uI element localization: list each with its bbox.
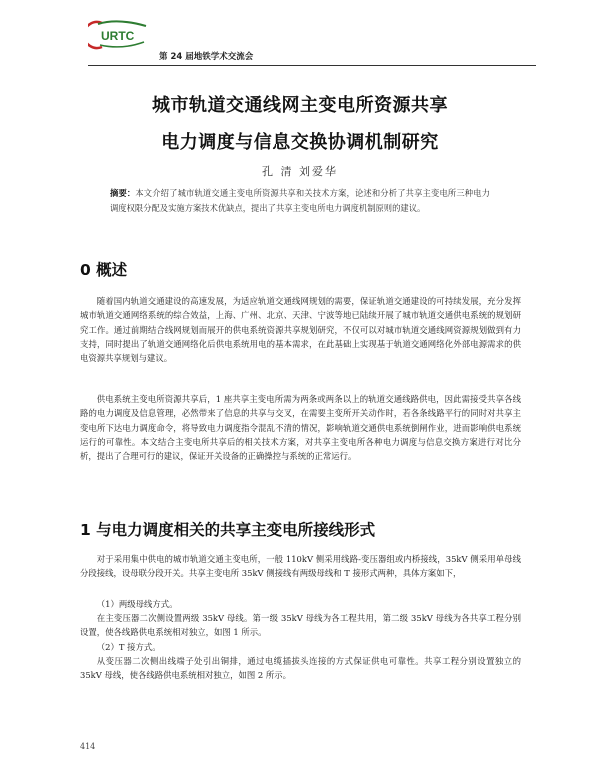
header-rule	[88, 65, 536, 66]
authors: 孔 清 刘爱华	[262, 165, 338, 178]
paper-title-line1: 城市轨道交通线网主变电所资源共享	[152, 95, 448, 116]
page-number: 414	[80, 742, 96, 751]
paragraph: 在主变压器二次侧设置两级 35kV 母线。第一级 35kV 母线为各工程共用，第二级 35kV 母线为各共享工程分别设置，使各线路供电系统相对独立，如图 1 所示。	[80, 613, 521, 638]
section-heading-overview: 0 概述	[80, 261, 128, 279]
urtc-logo	[88, 20, 152, 50]
svg-text:URTC: URTC	[101, 29, 135, 43]
paragraph: 从变压器二次侧出线端子处引出铜排，通过电缆插拔头连接的方式保证供电可靠性。共享工程分别设置独立的 35kV 母线，使各线路供电系统相对独立，如图 2 所示。	[80, 656, 521, 681]
paragraph: 随着国内轨道交通建设的高速发展，为适应轨道交通线网规划的需要，保证轨道交通建设的可持续发展，充分发挥城市轨道交通网络系统的综合效益，上海、广州、北京、天津、宁波等地已陆续开展了城市轨道交通供电系统的规划研究工作。通过前期结合线网规划而展开的供电系统资源共享规划研究，不仅可以对城市轨道交通线网资源规划做到有力支持，同时提出了轨道交通网络化后供电系统用电的基本需求，在此基础上实现基于轨道交通网络化外部电源需求的供电资源共享规划与建议。	[80, 296, 521, 364]
conference-name: 第 24 届地铁学术交流会	[159, 52, 254, 62]
list-item: （2）T 接方式。	[96, 642, 161, 652]
paragraph: 对于采用集中供电的城市轨道交通主变电所，一般 110kV 侧采用线路-变压器组或内桥接线，35kV 侧采用单母线分段接线，设母联分段开关。共享主变电所 35kV 侧接线有两级母线和 T 接形式两种，具体方案如下，	[80, 554, 521, 579]
paper-title-line2: 电力调度与信息交换协调机制研究	[161, 132, 439, 153]
abstract-label: 摘要：	[110, 188, 136, 198]
paragraph: 供电系统主变电所资源共享后，1 座共享主变电所需为两条或两条以上的轨道交通线路供电，因此需接受共享各线路的电力调度及信息管理，必然带来了信息的共享与交叉，在需要主变所开关动作时，若各条线路平行的同时对共享主变电所下达电力调度命令，将导致电力调度指令混乱不清的情况，影响轨道交通供电系统倒闸作业，进而影响供电系统运行的可靠性。本文结合主变电所共享后的相关技术方案，对共享主变电所各种电力调度与信息交换方案进行对比分析，提出了合理可行的建议，保证开关设备的正确操控与系统的正常运行。	[80, 394, 521, 462]
abstract	[110, 186, 490, 215]
section-heading-wiring: 1 与电力调度相关的共享主变电所接线形式	[80, 521, 376, 539]
list-item: （1）两级母线方式。	[96, 599, 178, 609]
abstract-text: 本文介绍了城市轨道交通主变电所资源共享和关技术方案，论述和分析了共享主变电所三种电力调度权限分配及实施方案技术优缺点，提出了共享主变电所电力调度机制原则的建议。	[110, 188, 490, 213]
